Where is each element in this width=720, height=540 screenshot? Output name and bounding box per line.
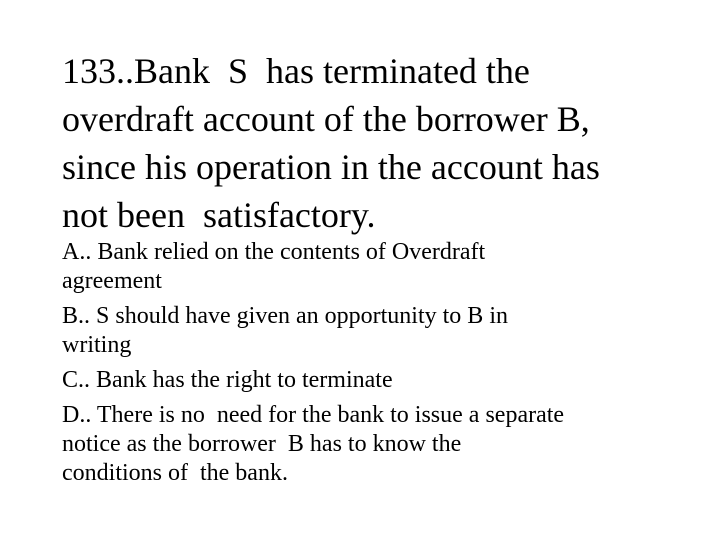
- option-d-line: conditions of the bank.: [62, 460, 288, 486]
- option-d: [62, 401, 702, 488]
- option-c-line: C.. Bank has the right to terminate: [62, 367, 393, 393]
- option-d-line: D.. There is no need for the bank to issue a separate: [62, 402, 565, 428]
- option-b-line: B.. S should have given an opportunity to B in: [62, 303, 508, 329]
- option-a: [62, 238, 702, 296]
- question-line: 133..Bank S has terminated the: [62, 51, 530, 91]
- question-line: since his operation in the account has: [62, 147, 600, 187]
- option-b-line: writing: [62, 332, 132, 358]
- question-line: overdraft account of the borrower B,: [62, 99, 590, 139]
- question-line: not been satisfactory.: [62, 195, 376, 235]
- option-c: [62, 366, 702, 395]
- option-b: [62, 302, 702, 360]
- question-text: [62, 47, 702, 239]
- option-a-line: A.. Bank relied on the contents of Overdraft: [62, 239, 486, 265]
- option-d-line: notice as the borrower B has to know the: [62, 431, 462, 457]
- answer-options: [62, 238, 702, 494]
- option-a-line: agreement: [62, 268, 162, 294]
